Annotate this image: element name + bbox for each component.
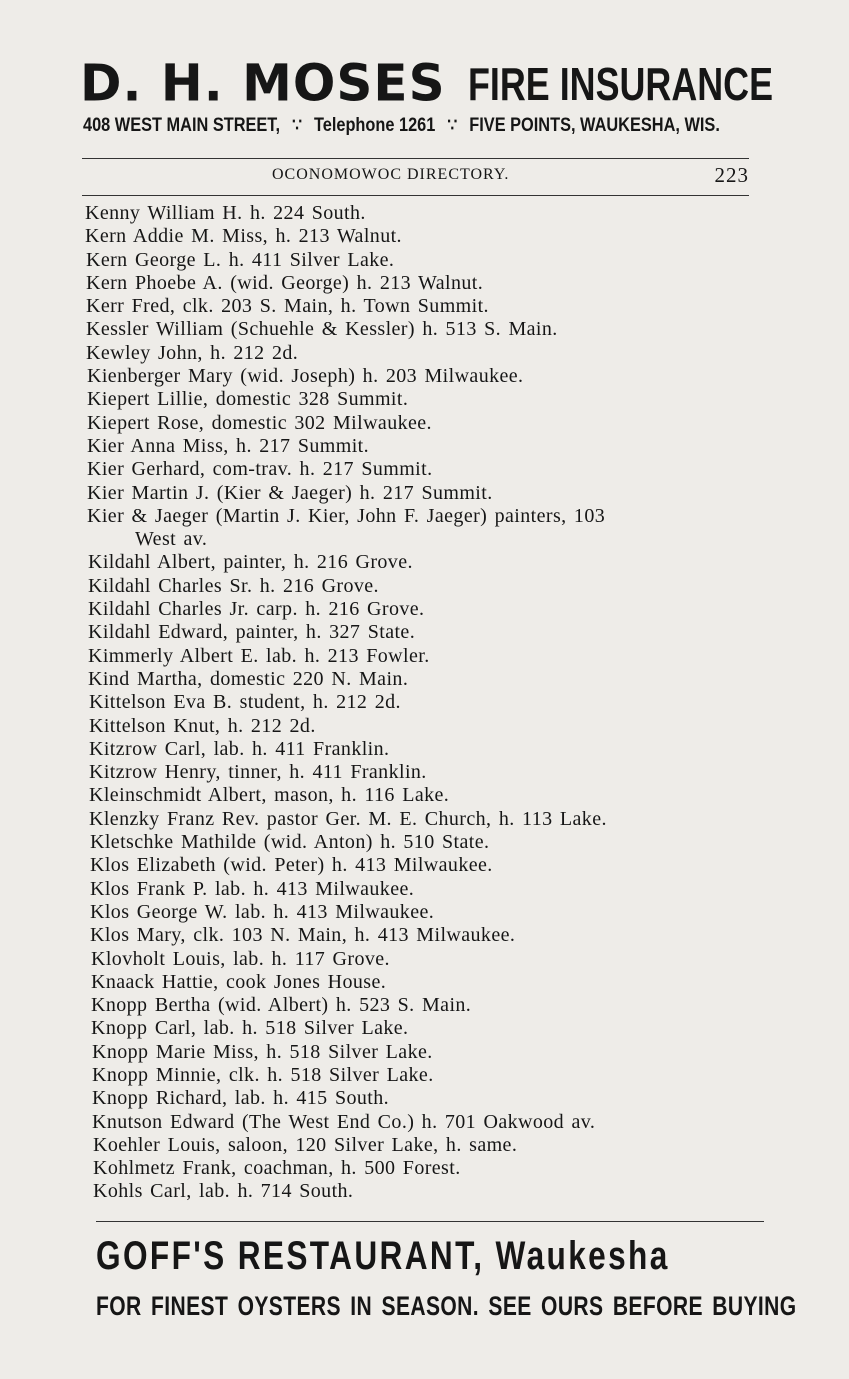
directory-entry	[0, 621, 849, 644]
entry-text: Knopp Bertha (wid. Albert) h. 523 S. Main.	[91, 994, 472, 1017]
directory-entry	[0, 971, 849, 994]
top-ad-headline	[80, 53, 773, 113]
directory-entry	[0, 1111, 849, 1134]
directory-entry	[0, 458, 849, 481]
directory-entry	[0, 505, 849, 552]
entry-text: Kildahl Albert, painter, h. 216 Grove.	[88, 551, 413, 574]
entry-text: Kiepert Lillie, domestic 328 Summit.	[87, 388, 409, 411]
entry-text: Kletschke Mathilde (wid. Anton) h. 510 State.	[90, 831, 490, 854]
directory-entry	[0, 784, 849, 807]
directory-entry	[0, 295, 849, 318]
top-ad-contact-line	[83, 115, 720, 137]
entry-text: Kildahl Edward, painter, h. 327 State.	[88, 621, 416, 644]
entry-text: Knopp Minnie, clk. h. 518 Silver Lake.	[92, 1063, 434, 1086]
entry-text: Kier Anna Miss, h. 217 Summit.	[87, 434, 370, 457]
entry-text: Kiepert Rose, domestic 302 Milwaukee.	[87, 411, 432, 434]
directory-entry	[0, 272, 849, 295]
directory-entry	[0, 1017, 849, 1040]
running-head	[82, 163, 749, 189]
entry-text: Kimmerly Albert E. lab. h. 213 Fowler.	[88, 644, 430, 667]
entry-text: Klovholt Louis, lab. h. 117 Grove.	[91, 947, 390, 970]
entry-text: Kitzrow Henry, tinner, h. 411 Franklin.	[89, 761, 427, 784]
entry-text: Knaack Hattie, cook Jones House.	[91, 970, 387, 993]
directory-title: OCONOMOWOC DIRECTORY.	[272, 166, 510, 183]
entry-text: Koehler Louis, saloon, 120 Silver Lake, h. same.	[93, 1133, 518, 1156]
entry-continuation: West av.	[135, 528, 208, 551]
entry-text: Kleinschmidt Albert, mason, h. 116 Lake.	[89, 784, 450, 807]
directory-entry	[0, 598, 849, 621]
entry-text: Kier Martin J. (Kier & Jaeger) h. 217 Summit.	[87, 481, 493, 504]
advertised-service: FIRE INSURANCE	[467, 58, 773, 110]
directory-entry	[0, 482, 849, 505]
entry-text: Klos Frank P. lab. h. 413 Milwaukee.	[90, 877, 415, 900]
advertiser-address: 408 WEST MAIN STREET,	[83, 115, 281, 136]
directory-entry	[0, 901, 849, 924]
directory-entry	[0, 249, 849, 272]
directory-entry	[0, 225, 849, 248]
entry-text: Kittelson Knut, h. 212 2d.	[89, 714, 316, 737]
entry-text: Knopp Richard, lab. h. 415 South.	[92, 1087, 390, 1110]
entry-text: Kerr Fred, clk. 203 S. Main, h. Town Summit.	[86, 295, 489, 318]
directory-entry	[0, 575, 849, 598]
page-number: 223	[714, 163, 749, 187]
entry-text: Klos Mary, clk. 103 N. Main, h. 413 Milwaukee.	[90, 924, 516, 947]
directory-entry	[0, 1134, 849, 1157]
entry-text: Kienberger Mary (wid. Joseph) h. 203 Milwaukee.	[87, 365, 524, 388]
entry-text: Kern Phoebe A. (wid. George) h. 213 Walnut.	[86, 271, 484, 294]
directory-entry	[0, 645, 849, 668]
separator-mark: ∵	[447, 115, 458, 135]
entry-text: Kier & Jaeger (Martin J. Kier, John F. Jaeger) painters, 103	[87, 504, 606, 527]
directory-entry	[0, 1180, 849, 1203]
advertiser-location: FIVE POINTS, WAUKESHA, WIS.	[469, 115, 720, 136]
separator-mark: ∵	[292, 115, 302, 135]
entry-text: Kildahl Charles Jr. carp. h. 216 Grove.	[88, 598, 425, 621]
directory-entry	[0, 668, 849, 691]
bottom-advertisement	[96, 1232, 797, 1322]
entry-text: Knopp Marie Miss, h. 518 Silver Lake.	[92, 1040, 433, 1063]
directory-entry	[0, 388, 849, 411]
directory-entry	[0, 831, 849, 854]
directory-entry	[0, 1064, 849, 1087]
directory-entries	[0, 202, 849, 1204]
entry-text: Kitzrow Carl, lab. h. 411 Franklin.	[89, 737, 390, 760]
directory-entry	[0, 761, 849, 784]
directory-entry	[0, 412, 849, 435]
entry-text: Klos Elizabeth (wid. Peter) h. 413 Milwaukee.	[90, 854, 493, 877]
entry-text: Kern George L. h. 411 Silver Lake.	[86, 248, 395, 271]
entry-text: Klenzky Franz Rev. pastor Ger. M. E. Church, h. 113 Lake.	[89, 807, 607, 830]
restaurant-tagline: FOR FINEST OYSTERS IN SEASON. SEE OURS BEFORE BUYING	[96, 1291, 797, 1321]
directory-entry	[0, 691, 849, 714]
directory-entry	[0, 318, 849, 341]
directory-entry	[0, 715, 849, 738]
advertiser-name: D. H. MOSES	[80, 53, 446, 113]
directory-entry	[0, 342, 849, 365]
entry-text: Kenny William H. h. 224 South.	[85, 202, 366, 224]
entry-text: Kewley John, h. 212 2d.	[86, 341, 299, 364]
advertiser-telephone: Telephone 1261	[313, 115, 436, 136]
entry-text: Klos George W. lab. h. 413 Milwaukee.	[90, 900, 435, 923]
directory-entry	[0, 808, 849, 831]
header-rule-bottom	[82, 195, 749, 196]
directory-entry	[0, 878, 849, 901]
footer-rule	[96, 1221, 764, 1222]
directory-entry	[0, 1087, 849, 1110]
directory-entry	[0, 202, 849, 225]
entry-text: Kern Addie M. Miss, h. 213 Walnut.	[85, 225, 402, 248]
directory-entry	[0, 924, 849, 947]
entry-text: Kohlmetz Frank, coachman, h. 500 Forest.	[93, 1157, 461, 1180]
directory-entry	[0, 854, 849, 877]
entry-text: Kessler William (Schuehle & Kessler) h. 513 S. Main.	[86, 318, 558, 341]
directory-entry	[0, 551, 849, 574]
directory-entry	[0, 435, 849, 458]
directory-entry	[0, 948, 849, 971]
directory-entry	[0, 1041, 849, 1064]
entry-text: Kier Gerhard, com-trav. h. 217 Summit.	[87, 458, 433, 481]
directory-entry	[0, 1157, 849, 1180]
directory-entry	[0, 738, 849, 761]
entry-text: Kildahl Charles Sr. h. 216 Grove.	[88, 574, 379, 597]
directory-entry	[0, 994, 849, 1017]
top-advertisement	[80, 53, 773, 136]
entry-text: Kittelson Eva B. student, h. 212 2d.	[89, 691, 401, 714]
entry-text: Kohls Carl, lab. h. 714 South.	[93, 1180, 354, 1203]
header-rule-top	[82, 158, 749, 159]
entry-text: Knutson Edward (The West End Co.) h. 701 Oakwood av.	[92, 1110, 596, 1133]
restaurant-headline: GOFF'S RESTAURANT, Waukesha	[96, 1234, 670, 1278]
directory-entry	[0, 365, 849, 388]
entry-text: Kind Martha, domestic 220 N. Main.	[88, 667, 409, 690]
entry-text: Knopp Carl, lab. h. 518 Silver Lake.	[91, 1017, 409, 1040]
